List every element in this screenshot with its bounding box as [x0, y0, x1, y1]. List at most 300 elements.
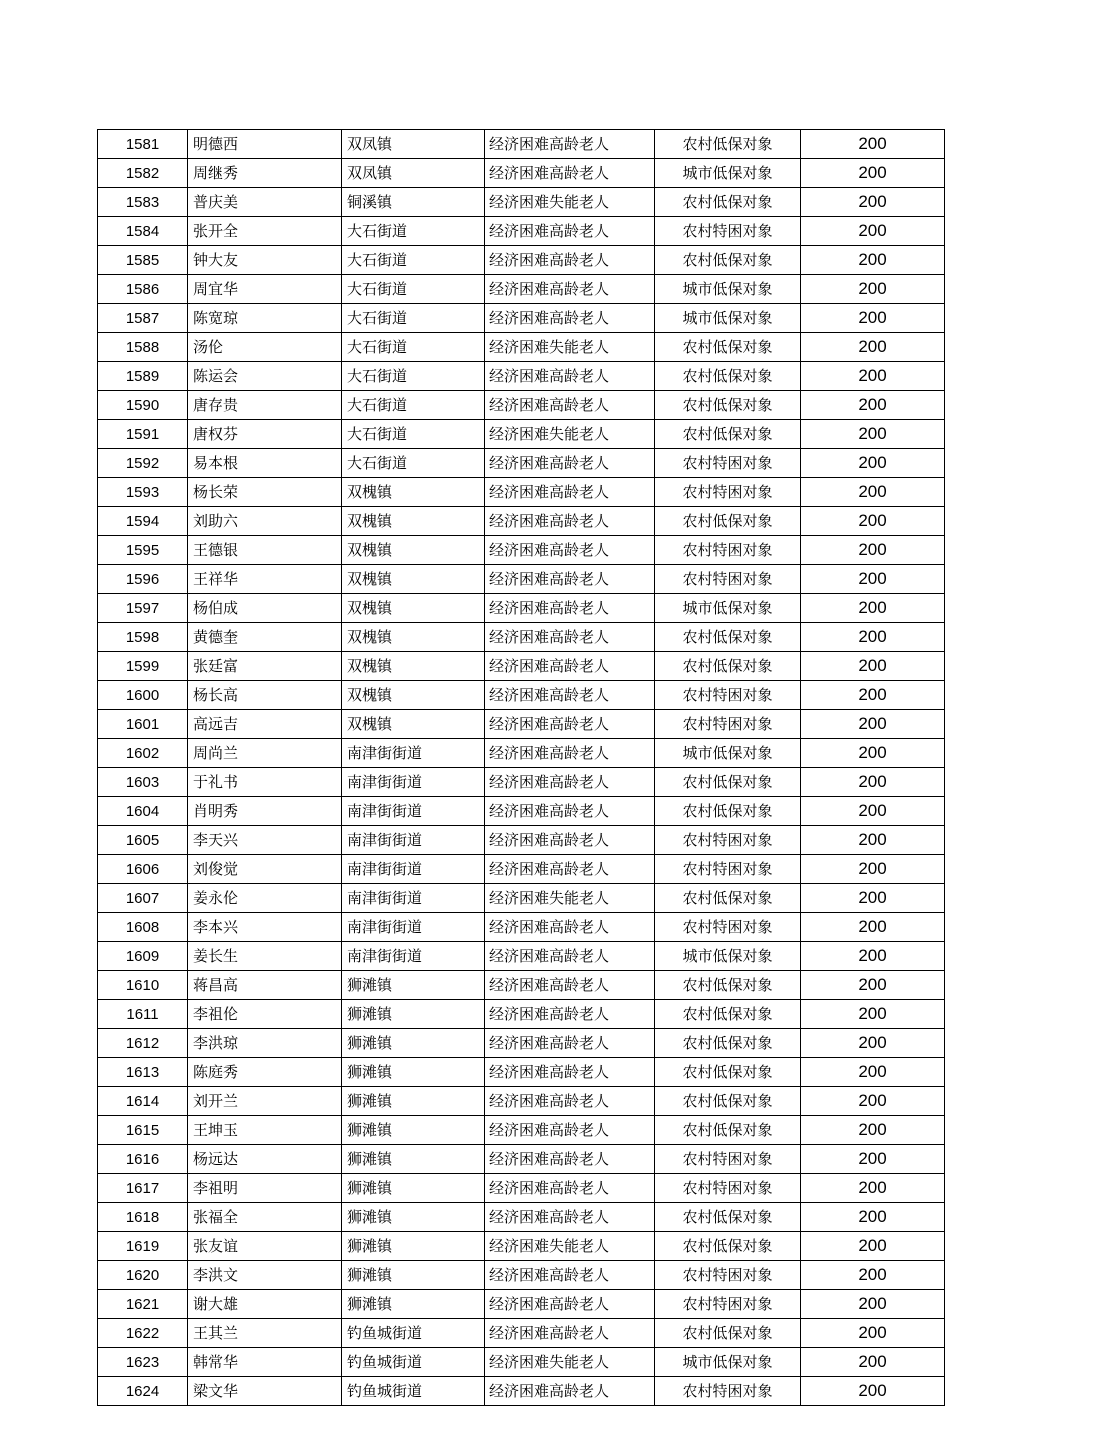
amount-cell: 200 — [801, 420, 945, 449]
assistance-type-cell: 农村特困对象 — [655, 449, 801, 478]
table-row — [98, 884, 945, 913]
row-number-cell: 1602 — [98, 739, 188, 768]
assistance-type-cell: 城市低保对象 — [655, 739, 801, 768]
town-cell: 狮滩镇 — [342, 1087, 485, 1116]
category-cell: 经济困难高龄老人 — [485, 130, 655, 159]
row-number-cell: 1614 — [98, 1087, 188, 1116]
row-number-cell: 1624 — [98, 1377, 188, 1406]
row-number-cell: 1612 — [98, 1029, 188, 1058]
table-row — [98, 507, 945, 536]
table-row — [98, 275, 945, 304]
town-cell: 双槐镇 — [342, 478, 485, 507]
category-cell: 经济困难高龄老人 — [485, 449, 655, 478]
name-cell: 李洪琼 — [188, 1029, 342, 1058]
assistance-type-cell: 农村低保对象 — [655, 333, 801, 362]
table-body — [98, 130, 945, 1406]
assistance-type-cell: 农村特困对象 — [655, 855, 801, 884]
assistance-type-cell: 农村特困对象 — [655, 826, 801, 855]
table-row — [98, 594, 945, 623]
name-cell: 刘开兰 — [188, 1087, 342, 1116]
assistance-type-cell: 农村特困对象 — [655, 536, 801, 565]
town-cell: 钓鱼城街道 — [342, 1319, 485, 1348]
amount-cell: 200 — [801, 942, 945, 971]
category-cell: 经济困难高龄老人 — [485, 1377, 655, 1406]
amount-cell: 200 — [801, 710, 945, 739]
name-cell: 钟大友 — [188, 246, 342, 275]
name-cell: 李洪文 — [188, 1261, 342, 1290]
amount-cell: 200 — [801, 739, 945, 768]
category-cell: 经济困难高龄老人 — [485, 1261, 655, 1290]
table-row — [98, 1174, 945, 1203]
town-cell: 狮滩镇 — [342, 1145, 485, 1174]
assistance-type-cell: 城市低保对象 — [655, 159, 801, 188]
category-cell: 经济困难高龄老人 — [485, 1174, 655, 1203]
town-cell: 大石街道 — [342, 391, 485, 420]
town-cell: 南津街街道 — [342, 739, 485, 768]
category-cell: 经济困难失能老人 — [485, 188, 655, 217]
amount-cell: 200 — [801, 565, 945, 594]
assistance-type-cell: 农村特困对象 — [655, 478, 801, 507]
category-cell: 经济困难高龄老人 — [485, 246, 655, 275]
amount-cell: 200 — [801, 1290, 945, 1319]
town-cell: 南津街街道 — [342, 826, 485, 855]
table-row — [98, 652, 945, 681]
category-cell: 经济困难高龄老人 — [485, 565, 655, 594]
table-row — [98, 913, 945, 942]
town-cell: 双槐镇 — [342, 565, 485, 594]
category-cell: 经济困难失能老人 — [485, 420, 655, 449]
category-cell: 经济困难高龄老人 — [485, 826, 655, 855]
amount-cell: 200 — [801, 536, 945, 565]
row-number-cell: 1603 — [98, 768, 188, 797]
assistance-type-cell: 农村特困对象 — [655, 1174, 801, 1203]
row-number-cell: 1620 — [98, 1261, 188, 1290]
category-cell: 经济困难失能老人 — [485, 884, 655, 913]
category-cell: 经济困难高龄老人 — [485, 971, 655, 1000]
town-cell: 铜溪镇 — [342, 188, 485, 217]
town-cell: 双槐镇 — [342, 507, 485, 536]
assistance-type-cell: 农村低保对象 — [655, 507, 801, 536]
row-number-cell: 1608 — [98, 913, 188, 942]
row-number-cell: 1621 — [98, 1290, 188, 1319]
category-cell: 经济困难高龄老人 — [485, 217, 655, 246]
town-cell: 狮滩镇 — [342, 1000, 485, 1029]
assistance-type-cell: 农村低保对象 — [655, 884, 801, 913]
name-cell: 周继秀 — [188, 159, 342, 188]
assistance-type-cell: 农村低保对象 — [655, 971, 801, 1000]
town-cell: 大石街道 — [342, 362, 485, 391]
table-row — [98, 362, 945, 391]
category-cell: 经济困难失能老人 — [485, 1348, 655, 1377]
amount-cell: 200 — [801, 333, 945, 362]
name-cell: 周宜华 — [188, 275, 342, 304]
amount-cell: 200 — [801, 275, 945, 304]
name-cell: 汤伦 — [188, 333, 342, 362]
name-cell: 周尚兰 — [188, 739, 342, 768]
category-cell: 经济困难高龄老人 — [485, 159, 655, 188]
assistance-type-cell: 城市低保对象 — [655, 1348, 801, 1377]
category-cell: 经济困难高龄老人 — [485, 1319, 655, 1348]
table-row — [98, 420, 945, 449]
category-cell: 经济困难高龄老人 — [485, 1058, 655, 1087]
name-cell: 于礼书 — [188, 768, 342, 797]
name-cell: 王祥华 — [188, 565, 342, 594]
assistance-type-cell: 农村特困对象 — [655, 710, 801, 739]
row-number-cell: 1618 — [98, 1203, 188, 1232]
row-number-cell: 1615 — [98, 1116, 188, 1145]
row-number-cell: 1584 — [98, 217, 188, 246]
category-cell: 经济困难高龄老人 — [485, 1145, 655, 1174]
town-cell: 狮滩镇 — [342, 1029, 485, 1058]
table-row — [98, 855, 945, 884]
table-row — [98, 391, 945, 420]
category-cell: 经济困难高龄老人 — [485, 1290, 655, 1319]
amount-cell: 200 — [801, 768, 945, 797]
row-number-cell: 1619 — [98, 1232, 188, 1261]
assistance-type-cell: 农村特困对象 — [655, 1261, 801, 1290]
row-number-cell: 1623 — [98, 1348, 188, 1377]
table-row — [98, 797, 945, 826]
assistance-type-cell: 农村低保对象 — [655, 1116, 801, 1145]
table-row — [98, 536, 945, 565]
row-number-cell: 1596 — [98, 565, 188, 594]
row-number-cell: 1610 — [98, 971, 188, 1000]
name-cell: 易本根 — [188, 449, 342, 478]
name-cell: 王坤玉 — [188, 1116, 342, 1145]
category-cell: 经济困难高龄老人 — [485, 942, 655, 971]
row-number-cell: 1588 — [98, 333, 188, 362]
assistance-type-cell: 农村低保对象 — [655, 797, 801, 826]
category-cell: 经济困难高龄老人 — [485, 304, 655, 333]
category-cell: 经济困难高龄老人 — [485, 710, 655, 739]
assistance-type-cell: 农村低保对象 — [655, 1319, 801, 1348]
table-row — [98, 1377, 945, 1406]
assistance-type-cell: 农村低保对象 — [655, 362, 801, 391]
amount-cell: 200 — [801, 681, 945, 710]
name-cell: 李本兴 — [188, 913, 342, 942]
category-cell: 经济困难高龄老人 — [485, 623, 655, 652]
town-cell: 狮滩镇 — [342, 1261, 485, 1290]
amount-cell: 200 — [801, 246, 945, 275]
table-row — [98, 826, 945, 855]
category-cell: 经济困难高龄老人 — [485, 1000, 655, 1029]
category-cell: 经济困难高龄老人 — [485, 1203, 655, 1232]
assistance-type-cell: 农村特困对象 — [655, 1290, 801, 1319]
row-number-cell: 1611 — [98, 1000, 188, 1029]
row-number-cell: 1591 — [98, 420, 188, 449]
category-cell: 经济困难高龄老人 — [485, 507, 655, 536]
category-cell: 经济困难高龄老人 — [485, 739, 655, 768]
name-cell: 王其兰 — [188, 1319, 342, 1348]
row-number-cell: 1582 — [98, 159, 188, 188]
town-cell: 大石街道 — [342, 420, 485, 449]
name-cell: 杨远达 — [188, 1145, 342, 1174]
table-row — [98, 159, 945, 188]
assistance-type-cell: 农村低保对象 — [655, 188, 801, 217]
table-row — [98, 1290, 945, 1319]
town-cell: 双槐镇 — [342, 594, 485, 623]
category-cell: 经济困难高龄老人 — [485, 1116, 655, 1145]
assistance-type-cell: 城市低保对象 — [655, 942, 801, 971]
amount-cell: 200 — [801, 594, 945, 623]
name-cell: 刘俊觉 — [188, 855, 342, 884]
table-row — [98, 1203, 945, 1232]
amount-cell: 200 — [801, 826, 945, 855]
row-number-cell: 1589 — [98, 362, 188, 391]
table-row — [98, 1116, 945, 1145]
category-cell: 经济困难高龄老人 — [485, 681, 655, 710]
row-number-cell: 1581 — [98, 130, 188, 159]
assistance-type-cell: 农村低保对象 — [655, 623, 801, 652]
assistance-type-cell: 农村低保对象 — [655, 130, 801, 159]
assistance-type-cell: 农村低保对象 — [655, 420, 801, 449]
row-number-cell: 1617 — [98, 1174, 188, 1203]
table-row — [98, 768, 945, 797]
row-number-cell: 1597 — [98, 594, 188, 623]
name-cell: 姜长生 — [188, 942, 342, 971]
amount-cell: 200 — [801, 913, 945, 942]
name-cell: 高远吉 — [188, 710, 342, 739]
assistance-type-cell: 农村低保对象 — [655, 652, 801, 681]
row-number-cell: 1595 — [98, 536, 188, 565]
amount-cell: 200 — [801, 652, 945, 681]
name-cell: 杨长高 — [188, 681, 342, 710]
table-row — [98, 1232, 945, 1261]
amount-cell: 200 — [801, 1145, 945, 1174]
town-cell: 南津街街道 — [342, 913, 485, 942]
amount-cell: 200 — [801, 1087, 945, 1116]
assistance-type-cell: 农村特困对象 — [655, 681, 801, 710]
town-cell: 南津街街道 — [342, 855, 485, 884]
town-cell: 狮滩镇 — [342, 1058, 485, 1087]
assistance-type-cell: 农村特困对象 — [655, 217, 801, 246]
name-cell: 黄德奎 — [188, 623, 342, 652]
town-cell: 双凤镇 — [342, 159, 485, 188]
table-row — [98, 1087, 945, 1116]
row-number-cell: 1601 — [98, 710, 188, 739]
amount-cell: 200 — [801, 507, 945, 536]
name-cell: 王德银 — [188, 536, 342, 565]
category-cell: 经济困难失能老人 — [485, 1232, 655, 1261]
category-cell: 经济困难高龄老人 — [485, 594, 655, 623]
category-cell: 经济困难高龄老人 — [485, 536, 655, 565]
row-number-cell: 1585 — [98, 246, 188, 275]
name-cell: 杨长荣 — [188, 478, 342, 507]
name-cell: 陈运会 — [188, 362, 342, 391]
category-cell: 经济困难高龄老人 — [485, 913, 655, 942]
amount-cell: 200 — [801, 1261, 945, 1290]
row-number-cell: 1599 — [98, 652, 188, 681]
assistance-type-cell: 城市低保对象 — [655, 304, 801, 333]
table-row — [98, 565, 945, 594]
row-number-cell: 1600 — [98, 681, 188, 710]
town-cell: 南津街街道 — [342, 884, 485, 913]
amount-cell: 200 — [801, 971, 945, 1000]
table-row — [98, 1145, 945, 1174]
amount-cell: 200 — [801, 855, 945, 884]
name-cell: 唐存贵 — [188, 391, 342, 420]
amount-cell: 200 — [801, 159, 945, 188]
table-row — [98, 739, 945, 768]
name-cell: 肖明秀 — [188, 797, 342, 826]
row-number-cell: 1604 — [98, 797, 188, 826]
town-cell: 大石街道 — [342, 217, 485, 246]
town-cell: 双槐镇 — [342, 623, 485, 652]
row-number-cell: 1592 — [98, 449, 188, 478]
row-number-cell: 1590 — [98, 391, 188, 420]
row-number-cell: 1593 — [98, 478, 188, 507]
table-row — [98, 304, 945, 333]
row-number-cell: 1586 — [98, 275, 188, 304]
town-cell: 双槐镇 — [342, 710, 485, 739]
name-cell: 杨伯成 — [188, 594, 342, 623]
town-cell: 狮滩镇 — [342, 971, 485, 1000]
row-number-cell: 1583 — [98, 188, 188, 217]
row-number-cell: 1607 — [98, 884, 188, 913]
category-cell: 经济困难高龄老人 — [485, 362, 655, 391]
category-cell: 经济困难高龄老人 — [485, 768, 655, 797]
category-cell: 经济困难高龄老人 — [485, 275, 655, 304]
category-cell: 经济困难高龄老人 — [485, 1087, 655, 1116]
table-row — [98, 710, 945, 739]
town-cell: 大石街道 — [342, 304, 485, 333]
category-cell: 经济困难高龄老人 — [485, 652, 655, 681]
assistance-type-cell: 农村特困对象 — [655, 565, 801, 594]
assistance-type-cell: 农村低保对象 — [655, 1029, 801, 1058]
name-cell: 李祖伦 — [188, 1000, 342, 1029]
name-cell: 陈宽琼 — [188, 304, 342, 333]
amount-cell: 200 — [801, 304, 945, 333]
assistance-type-cell: 农村低保对象 — [655, 1087, 801, 1116]
town-cell: 双凤镇 — [342, 130, 485, 159]
table-row — [98, 478, 945, 507]
table-row — [98, 217, 945, 246]
amount-cell: 200 — [801, 1377, 945, 1406]
town-cell: 双槐镇 — [342, 681, 485, 710]
assistance-type-cell: 农村低保对象 — [655, 1058, 801, 1087]
category-cell: 经济困难高龄老人 — [485, 1029, 655, 1058]
category-cell: 经济困难高龄老人 — [485, 478, 655, 507]
town-cell: 钓鱼城街道 — [342, 1377, 485, 1406]
assistance-type-cell: 城市低保对象 — [655, 275, 801, 304]
amount-cell: 200 — [801, 188, 945, 217]
amount-cell: 200 — [801, 449, 945, 478]
assistance-type-cell: 农村特困对象 — [655, 1377, 801, 1406]
table-row — [98, 333, 945, 362]
name-cell: 韩常华 — [188, 1348, 342, 1377]
assistance-type-cell: 农村特困对象 — [655, 1145, 801, 1174]
category-cell: 经济困难高龄老人 — [485, 797, 655, 826]
name-cell: 梁文华 — [188, 1377, 342, 1406]
table-row — [98, 681, 945, 710]
category-cell: 经济困难失能老人 — [485, 333, 655, 362]
name-cell: 张福全 — [188, 1203, 342, 1232]
amount-cell: 200 — [801, 217, 945, 246]
amount-cell: 200 — [801, 1319, 945, 1348]
row-number-cell: 1605 — [98, 826, 188, 855]
town-cell: 狮滩镇 — [342, 1174, 485, 1203]
assistance-type-cell: 农村低保对象 — [655, 246, 801, 275]
assistance-type-cell: 农村低保对象 — [655, 1203, 801, 1232]
name-cell: 李天兴 — [188, 826, 342, 855]
table-row — [98, 623, 945, 652]
row-number-cell: 1613 — [98, 1058, 188, 1087]
row-number-cell: 1616 — [98, 1145, 188, 1174]
row-number-cell: 1606 — [98, 855, 188, 884]
name-cell: 普庆美 — [188, 188, 342, 217]
assistance-type-cell: 农村低保对象 — [655, 391, 801, 420]
table-row — [98, 1058, 945, 1087]
town-cell: 大石街道 — [342, 246, 485, 275]
amount-cell: 200 — [801, 797, 945, 826]
town-cell: 大石街道 — [342, 333, 485, 362]
amount-cell: 200 — [801, 130, 945, 159]
amount-cell: 200 — [801, 391, 945, 420]
name-cell: 张开全 — [188, 217, 342, 246]
amount-cell: 200 — [801, 1348, 945, 1377]
town-cell: 双槐镇 — [342, 652, 485, 681]
name-cell: 陈庭秀 — [188, 1058, 342, 1087]
table-row — [98, 1029, 945, 1058]
category-cell: 经济困难高龄老人 — [485, 855, 655, 884]
amount-cell: 200 — [801, 884, 945, 913]
name-cell: 张廷富 — [188, 652, 342, 681]
town-cell: 狮滩镇 — [342, 1290, 485, 1319]
town-cell: 狮滩镇 — [342, 1203, 485, 1232]
town-cell: 双槐镇 — [342, 536, 485, 565]
name-cell: 姜永伦 — [188, 884, 342, 913]
town-cell: 钓鱼城街道 — [342, 1348, 485, 1377]
name-cell: 唐权芬 — [188, 420, 342, 449]
table-row — [98, 188, 945, 217]
town-cell: 狮滩镇 — [342, 1232, 485, 1261]
amount-cell: 200 — [801, 1203, 945, 1232]
subsidy-table — [97, 129, 945, 1406]
name-cell: 明德西 — [188, 130, 342, 159]
assistance-type-cell: 城市低保对象 — [655, 594, 801, 623]
amount-cell: 200 — [801, 478, 945, 507]
amount-cell: 200 — [801, 1232, 945, 1261]
row-number-cell: 1587 — [98, 304, 188, 333]
town-cell: 狮滩镇 — [342, 1116, 485, 1145]
row-number-cell: 1594 — [98, 507, 188, 536]
name-cell: 张友谊 — [188, 1232, 342, 1261]
name-cell: 谢大雄 — [188, 1290, 342, 1319]
name-cell: 李祖明 — [188, 1174, 342, 1203]
table-row — [98, 942, 945, 971]
amount-cell: 200 — [801, 1029, 945, 1058]
amount-cell: 200 — [801, 1174, 945, 1203]
table-row — [98, 1319, 945, 1348]
table-row — [98, 1348, 945, 1377]
town-cell: 南津街街道 — [342, 797, 485, 826]
table-row — [98, 449, 945, 478]
town-cell: 大石街道 — [342, 275, 485, 304]
assistance-type-cell: 农村特困对象 — [655, 913, 801, 942]
amount-cell: 200 — [801, 1058, 945, 1087]
category-cell: 经济困难高龄老人 — [485, 391, 655, 420]
town-cell: 南津街街道 — [342, 942, 485, 971]
assistance-type-cell: 农村低保对象 — [655, 1000, 801, 1029]
row-number-cell: 1609 — [98, 942, 188, 971]
table-row — [98, 130, 945, 159]
name-cell: 刘助六 — [188, 507, 342, 536]
name-cell: 蒋昌高 — [188, 971, 342, 1000]
row-number-cell: 1598 — [98, 623, 188, 652]
amount-cell: 200 — [801, 1116, 945, 1145]
table-row — [98, 1261, 945, 1290]
amount-cell: 200 — [801, 362, 945, 391]
